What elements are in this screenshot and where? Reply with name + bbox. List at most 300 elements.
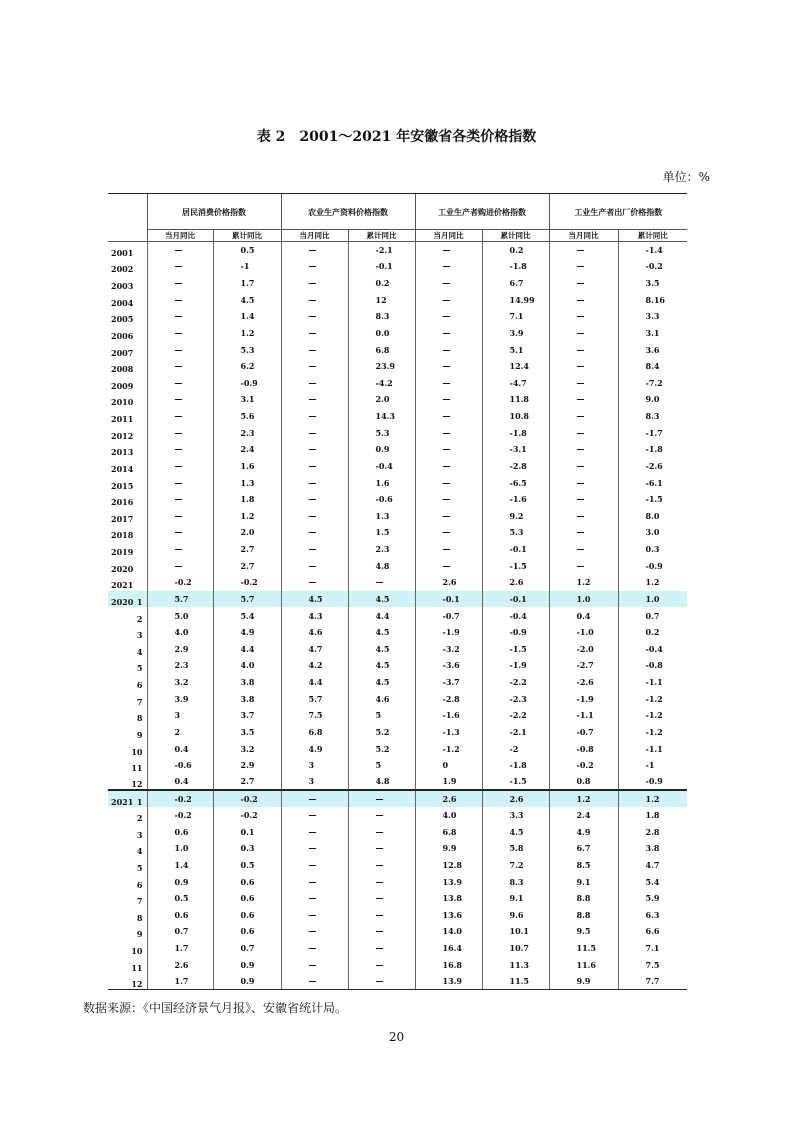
row-label-text [108,730,147,740]
table-cell: 3.5 [618,275,687,292]
table-cell: — [348,823,415,840]
table-cell: — [281,973,348,990]
table-cell: — [147,474,213,491]
row-label-text [108,630,147,640]
row-month: 1 [136,596,143,607]
table-cell: -0.9 [618,557,687,574]
table-cell: -2 [482,740,549,757]
table-cell: 12.4 [482,358,549,375]
table-row [108,774,687,791]
row-label [108,325,147,342]
table-cell: -1.5 [482,557,549,574]
table-cell: 11.5 [482,973,549,990]
table-cell: — [348,790,415,807]
table-cell: 3.3 [482,807,549,824]
table-cell: 0.5 [147,890,213,907]
row-label [108,524,147,541]
table-cell: 6.7 [482,275,549,292]
table-cell: -0.4 [348,458,415,475]
table-cell: 9.9 [549,973,618,990]
table-cell: 14.99 [482,291,549,308]
row-year: 2004 [111,297,134,308]
table-cell: 5.7 [147,591,213,608]
table-cell: 13.9 [415,973,482,990]
table-row [108,956,687,973]
table-cell: — [415,441,482,458]
row-year: 2014 [111,463,134,474]
table-cell: — [415,491,482,508]
table-row [108,591,687,608]
row-label-text [108,680,147,690]
table-row [108,940,687,957]
table-cell: 1.3 [348,508,415,525]
table-cell: — [348,923,415,940]
table-cell: 14.3 [348,408,415,425]
table-cell: -1.9 [482,657,549,674]
subheader-purchase-cumulative: 累计同比 [482,230,549,242]
table-cell: 4.8 [348,774,415,791]
row-label-text [108,929,147,939]
table-cell: -0.8 [618,657,687,674]
table-cell: -1.1 [618,740,687,757]
table-cell: — [415,458,482,475]
table-row [108,873,687,890]
table-cell: -0.9 [618,774,687,791]
row-month: 12 [131,979,143,990]
table-cell: 0.5 [213,857,281,874]
table-cell: 1.2 [213,325,281,342]
table-cell: 0.2 [348,275,415,292]
row-label-text [108,846,147,856]
table-cell: 12 [348,291,415,308]
table-cell: — [281,408,348,425]
table-cell: 2.4 [213,441,281,458]
table-cell: — [281,940,348,957]
unit-label: 单位：% [662,170,710,184]
table-cell: — [281,823,348,840]
row-year: 2002 [111,264,134,275]
subheader-cpi-cumulative: 累计同比 [213,230,281,242]
table-cell: -1.2 [415,740,482,757]
row-label [108,657,147,674]
table-title: 表 2 2001～2021 年安徽省各类价格指数 [256,129,537,145]
table-cell: — [281,258,348,275]
table-cell: -1.1 [618,674,687,691]
row-label-header [108,194,147,242]
table-row [108,275,687,292]
table-cell: -0.9 [482,624,549,641]
table-cell: — [549,557,618,574]
row-label-text [108,364,147,374]
table-cell: -1.9 [549,690,618,707]
table-cell: -3.2 [415,641,482,658]
row-label-text [108,813,147,823]
table-cell: — [549,524,618,541]
table-cell: — [281,242,348,259]
table-cell: 2.6 [482,790,549,807]
table-cell: 8.4 [618,358,687,375]
table-cell: — [281,956,348,973]
table-cell: — [549,375,618,392]
table-cell: 3.1 [213,391,281,408]
table-cell: -0.7 [415,607,482,624]
table-cell: 5.3 [482,524,549,541]
table-cell: — [415,524,482,541]
table-cell: 23.9 [348,358,415,375]
table-cell: — [549,541,618,558]
table-cell: 5.3 [213,341,281,358]
row-label-text [108,564,147,574]
table-cell: 4.7 [281,641,348,658]
row-label [108,391,147,408]
row-month: 1 [136,796,143,807]
row-year: 2021 [111,580,134,591]
row-year: 2009 [111,380,134,391]
table-cell: — [415,391,482,408]
row-label [108,508,147,525]
table-cell: — [281,375,348,392]
table-cell: — [281,541,348,558]
row-label-text [108,963,147,973]
table-cell: 3.3 [618,308,687,325]
table-cell: -1.5 [482,774,549,791]
row-year: 2016 [111,497,134,508]
row-year: 2005 [111,314,134,325]
table-row [108,757,687,774]
group-header-cpi: 居民消费价格指数 [147,194,281,230]
group-header-ppi-purchase: 工业生产者购进价格指数 [415,194,549,230]
row-label [108,541,147,558]
table-cell: 10.1 [482,923,549,940]
table-cell: 4.9 [549,823,618,840]
table-cell: 0 [415,757,482,774]
table-cell: 4.0 [415,807,482,824]
table-cell: 5.6 [213,408,281,425]
table-cell: 5.1 [482,341,549,358]
table-row [108,541,687,558]
row-month: 3 [136,829,143,840]
table-cell: 1.6 [348,474,415,491]
table-cell: -1.4 [618,242,687,259]
table-row [108,840,687,857]
table-cell: — [281,358,348,375]
table-cell: 8.3 [482,873,549,890]
table-cell: 9.5 [549,923,618,940]
table-cell: — [281,508,348,525]
table-cell: -0.2 [549,757,618,774]
row-label-text [108,314,147,324]
table-cell: 4.0 [147,624,213,641]
table-row [108,574,687,591]
table-row [108,258,687,275]
table-cell: 4.6 [281,624,348,641]
row-label [108,574,147,591]
table-cell: 2.6 [415,574,482,591]
table-cell: 1.8 [213,491,281,508]
table-cell: -0.4 [482,607,549,624]
table-cell: 0.9 [348,441,415,458]
row-label-text [108,281,147,291]
table-cell: -1.8 [482,757,549,774]
table-cell: 7.1 [482,308,549,325]
row-label [108,873,147,890]
table-cell: -1.2 [618,690,687,707]
table-cell: — [549,308,618,325]
row-year: 2012 [111,430,134,441]
table-cell: 9.1 [482,890,549,907]
row-label [108,707,147,724]
row-label-text [108,248,147,258]
table-row [108,441,687,458]
table-cell: — [348,857,415,874]
table-cell: — [348,574,415,591]
table-cell: — [549,408,618,425]
row-label [108,690,147,707]
row-label-text [108,547,147,557]
row-month: 6 [136,879,143,890]
table-cell: 10.8 [482,408,549,425]
table-cell: 13.6 [415,907,482,924]
table-cell: 3.2 [213,740,281,757]
table-cell: -3.7 [415,674,482,691]
table-cell: 0.2 [482,242,549,259]
table-cell: — [281,873,348,890]
row-year: 2006 [111,330,134,341]
table-cell: -2.2 [482,707,549,724]
row-label [108,807,147,824]
table-cell: -0.2 [213,574,281,591]
table-cell: — [549,391,618,408]
table-cell: — [281,857,348,874]
table-cell: 4.5 [482,823,549,840]
table-cell: -2.8 [482,458,549,475]
table-cell: -2.8 [415,690,482,707]
row-month: 11 [131,962,143,973]
table-row [108,308,687,325]
row-label [108,624,147,641]
table-cell: — [348,940,415,957]
table-cell: — [147,524,213,541]
table-cell: 2.6 [415,790,482,807]
table-cell: 4.5 [348,624,415,641]
table-cell: 0.9 [147,873,213,890]
table-cell: -4.2 [348,375,415,392]
row-label [108,458,147,475]
table-cell: 5 [348,757,415,774]
table-cell: — [281,557,348,574]
row-label [108,823,147,840]
table-row [108,973,687,990]
table-body [108,242,687,990]
table-cell: -1.5 [618,491,687,508]
group-header-row [108,194,687,230]
table-cell: — [281,275,348,292]
table-row [108,358,687,375]
table-row [108,790,687,807]
row-label-text [108,830,147,840]
row-label [108,724,147,741]
row-label [108,907,147,924]
row-label [108,607,147,624]
table-cell: — [281,341,348,358]
table-container [108,193,687,990]
table-cell: 3.2 [147,674,213,691]
table-cell: 4.7 [618,857,687,874]
table-cell: — [415,275,482,292]
row-label [108,408,147,425]
table-cell: — [348,840,415,857]
row-month: 8 [136,713,143,724]
table-row [108,890,687,907]
table-cell: 7.5 [281,707,348,724]
table-cell: 1.3 [213,474,281,491]
table-cell: 2.8 [618,823,687,840]
group-header-ppi-ex-factory: 工业生产者出厂价格指数 [549,194,687,230]
table-cell: -1 [618,757,687,774]
table-header [108,194,687,242]
table-cell: 0.3 [618,541,687,558]
table-cell: — [415,508,482,525]
table-cell: -1.8 [618,441,687,458]
table-cell: 1.7 [213,275,281,292]
row-label-text [108,614,147,624]
row-label [108,424,147,441]
row-year: 2017 [111,513,134,524]
table-cell: — [281,441,348,458]
table-cell: 2.3 [147,657,213,674]
row-year: 2019 [111,547,134,558]
row-label-text [108,597,147,607]
table-cell: — [147,358,213,375]
table-cell: 3.0 [618,524,687,541]
row-label-text [108,647,147,657]
table-cell: 2.3 [348,541,415,558]
row-month: 3 [136,630,143,641]
row-label-text [108,530,147,540]
table-cell: 0.9 [213,973,281,990]
table-cell: — [147,424,213,441]
row-label-text [108,713,147,723]
table-cell: — [281,491,348,508]
row-year: 2001 [111,248,134,259]
table-cell: — [147,441,213,458]
table-cell: -2.0 [549,641,618,658]
table-cell: — [549,424,618,441]
table-cell: -6.5 [482,474,549,491]
table-cell: -2.3 [482,690,549,707]
row-month: 10 [131,746,143,757]
table-cell: 8.8 [549,890,618,907]
row-label [108,591,147,608]
table-cell: — [147,391,213,408]
table-cell: 4.8 [348,557,415,574]
table-cell: 1.6 [213,458,281,475]
table-row [108,508,687,525]
row-month: 8 [136,912,143,923]
table-cell: 16.4 [415,940,482,957]
table-cell: 8.3 [348,308,415,325]
row-year: 2015 [111,480,134,491]
table-cell: 6.8 [281,724,348,741]
table-cell: 4.5 [348,674,415,691]
table-cell: 0.7 [213,940,281,957]
table-cell: 9.9 [415,840,482,857]
row-label [108,890,147,907]
table-cell: 5.4 [213,607,281,624]
table-cell: 0.6 [147,907,213,924]
row-label [108,375,147,392]
table-cell: — [549,358,618,375]
row-label-text [108,381,147,391]
row-label-text [108,580,147,590]
subheader-purchase-monthly: 当月同比 [415,230,482,242]
table-row [108,424,687,441]
table-cell: 3.9 [147,690,213,707]
subheader-row [108,230,687,242]
table-cell: 1.4 [213,308,281,325]
table-cell: — [549,341,618,358]
table-cell: 0.9 [213,956,281,973]
table-cell: — [147,408,213,425]
table-cell: — [549,325,618,342]
table-cell: — [415,474,482,491]
table-cell: — [281,325,348,342]
table-cell: 3.5 [213,724,281,741]
table-cell: 0.6 [213,873,281,890]
table-row [108,624,687,641]
table-cell: -1.9 [415,624,482,641]
table-cell: 3.8 [618,840,687,857]
table-cell: 1.8 [618,807,687,824]
table-row [108,657,687,674]
table-cell: — [281,458,348,475]
table-cell: -2.7 [549,657,618,674]
row-year: 2020 [111,596,134,607]
row-label [108,923,147,940]
table-cell: — [415,541,482,558]
table-cell: 3.9 [482,325,549,342]
table-cell: 6.8 [348,341,415,358]
table-cell: -6.1 [618,474,687,491]
table-cell: -0.9 [213,375,281,392]
table-cell: 2.7 [213,557,281,574]
table-row [108,641,687,658]
table-row [108,823,687,840]
row-label [108,774,147,791]
table-cell: -0.6 [147,757,213,774]
table-cell: 5 [348,707,415,724]
row-label-text [108,663,147,673]
table-cell: -1.8 [482,258,549,275]
table-cell: 0.1 [213,823,281,840]
table-cell: 4.5 [281,591,348,608]
table-cell: — [281,474,348,491]
row-month: 11 [131,763,143,774]
table-cell: 3.6 [618,341,687,358]
table-cell: 1.7 [147,940,213,957]
row-label-text [108,946,147,956]
table-cell: -1.1 [549,707,618,724]
table-cell: — [415,557,482,574]
table-cell: 2.3 [213,424,281,441]
table-cell: 2.7 [213,541,281,558]
table-cell: 8.5 [549,857,618,874]
table-cell: — [147,541,213,558]
table-cell: 0.4 [147,740,213,757]
table-cell: — [415,242,482,259]
table-cell: 4.5 [348,641,415,658]
table-cell: -3.6 [415,657,482,674]
